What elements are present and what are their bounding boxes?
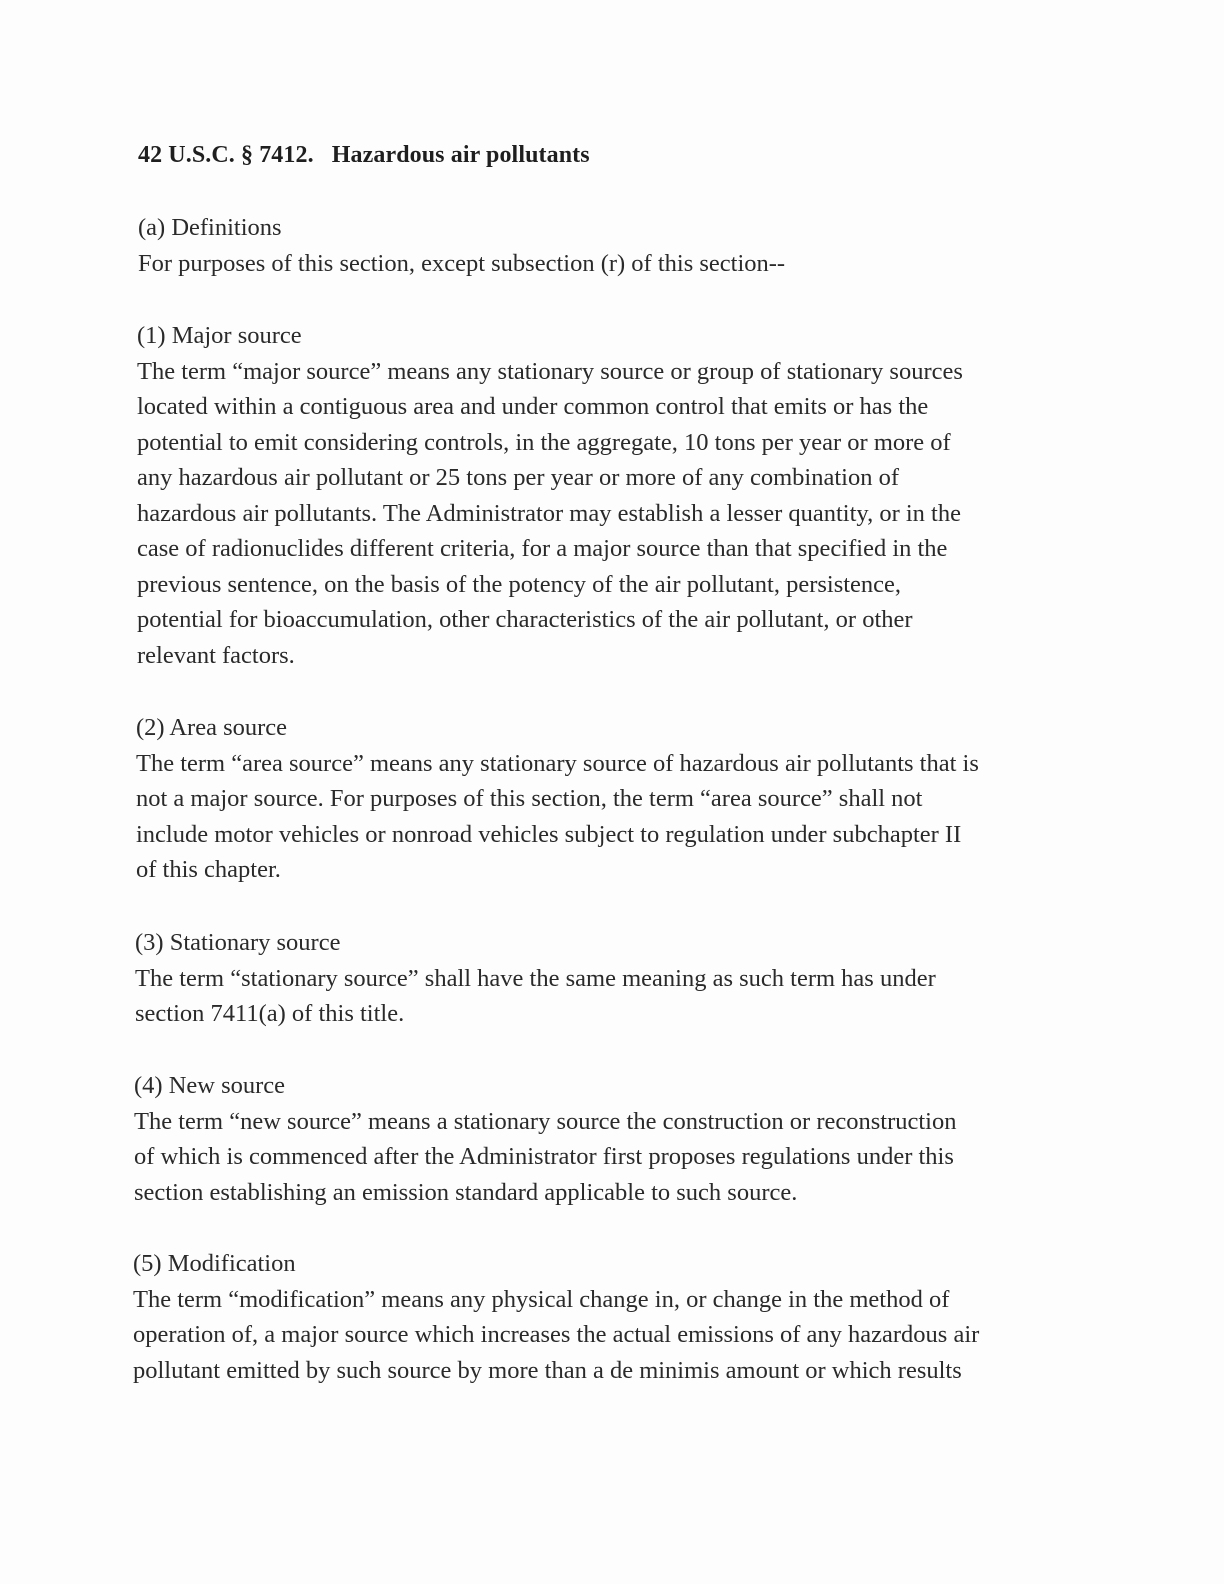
definition-stationary-source [135, 925, 1075, 1032]
definition-heading: (4) New source [134, 1072, 286, 1099]
definition-line: case of radionuclides different criteria, for a major source than that specified in the [137, 535, 948, 562]
definition-line: section 7411(a) of this title. [135, 1000, 405, 1027]
definition-line: potential for bioaccumulation, other characteristics of the air pollutant, or other [137, 606, 913, 633]
definition-modification [133, 1246, 1073, 1388]
definition-line: any hazardous air pollutant or 25 tons per year or more of any combination of [137, 464, 899, 491]
definition-line: pollutant emitted by such source by more than a de minimis amount or which results [133, 1356, 962, 1384]
subsection-a-heading: (a) Definitions [138, 214, 282, 241]
definition-line: include motor vehicles or nonroad vehicles subject to regulation under subchapter II [136, 820, 962, 848]
definition-line: section establishing an emission standard applicable to such source. [134, 1178, 798, 1206]
definition-heading: (2) Area source [136, 714, 288, 741]
definition-line: of which is commenced after the Administrator first proposes regulations under this [134, 1143, 954, 1170]
definition-line: operation of, a major source which increases the actual emissions of any hazardous air [133, 1321, 980, 1348]
definition-line: of this chapter. [136, 856, 281, 883]
title-citation: 42 U.S.C. § 7412. [138, 142, 314, 168]
page-title [138, 142, 590, 169]
definition-line: The term “area source” means any stationary source of hazardous air pollutants that is [136, 749, 979, 777]
definition-heading: (3) Stationary source [135, 929, 341, 956]
definition-line: not a major source. For purposes of this section, the term “area source” shall not [136, 785, 923, 812]
subsection-a [138, 210, 1078, 281]
definition-line: previous sentence, on the basis of the potency of the air pollutant, persistence, [137, 570, 902, 598]
definition-major-source [137, 318, 1077, 673]
definition-new-source [134, 1068, 1074, 1210]
definition-line: The term “new source” means a stationary source the construction or reconstruction [134, 1107, 957, 1135]
definition-area-source [136, 710, 1076, 888]
definition-line: relevant factors. [137, 641, 295, 669]
title-text: Hazardous air pollutants [331, 142, 590, 168]
definition-line: The term “major source” means any stationary source or group of stationary sources [137, 357, 963, 385]
definition-line: hazardous air pollutants. The Administrator may establish a lesser quantity, or in the [137, 499, 961, 527]
definition-line: The term “modification” means any physical change in, or change in the method of [133, 1285, 950, 1313]
subsection-a-intro: For purposes of this section, except subsection (r) of this section-- [138, 249, 786, 277]
definition-line: The term “stationary source” shall have the same meaning as such term has under [135, 964, 936, 992]
definition-heading: (5) Modification [133, 1250, 296, 1277]
definition-line: located within a contiguous area and under common control that emits or has the [137, 393, 929, 420]
definition-line: potential to emit considering controls, in the aggregate, 10 tons per year or more of [137, 428, 951, 456]
definition-heading: (1) Major source [137, 322, 302, 349]
